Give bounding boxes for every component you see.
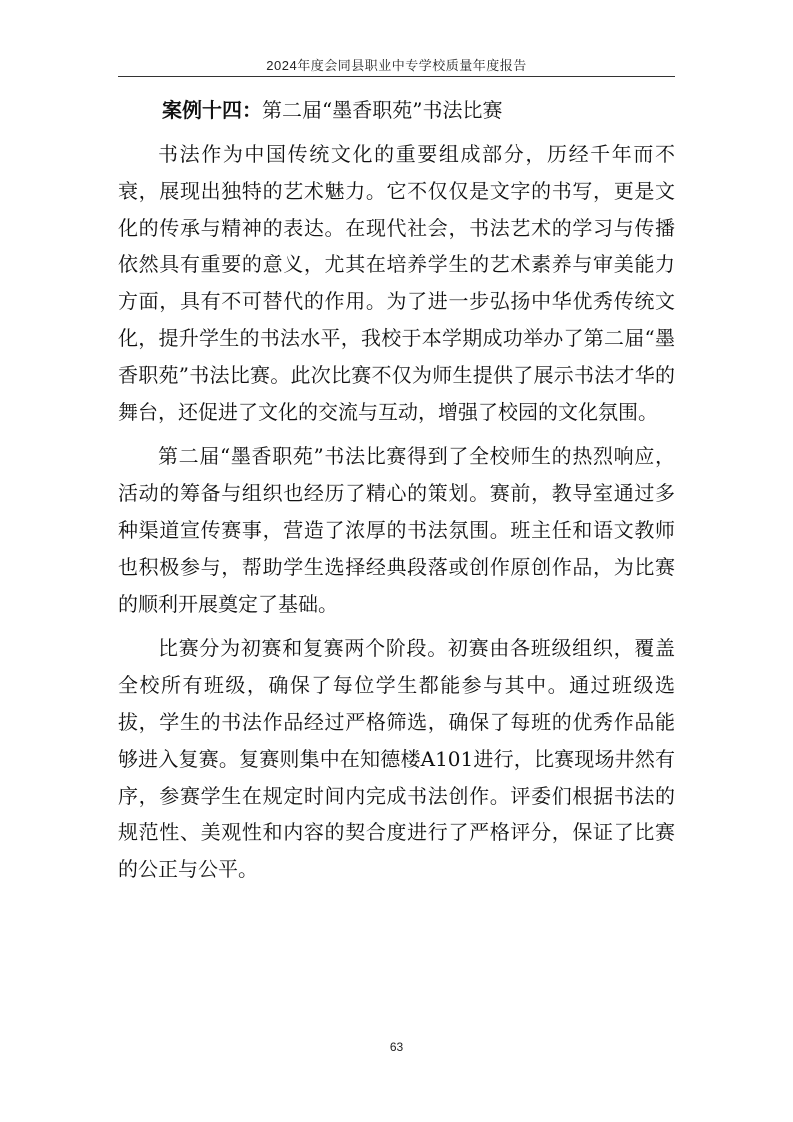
running-header: 2024年度会同县职业中专学校质量年度报告 [266,58,527,73]
header-divider [118,76,675,77]
page-content [118,94,675,896]
paragraph-preparation: 第二届“墨香职苑”书法比赛得到了全校师生的热烈响应，活动的筹备与组织也经历了精心的策划。赛前，教导室通过多种渠道宣传赛事，营造了浓厚的书法氛围。班主任和语文教师也积极参与，帮助学生选择经典段落或创作原创作品，为比赛的顺利开展奠定了基础。 [118,444,675,616]
case-heading [118,94,675,126]
paragraph-intro: 书法作为中国传统文化的重要组成部分，历经千年而不衰，展现出独特的艺术魅力。它不仅仅是文字的书写，更是文化的传承与精神的表达。在现代社会，书法艺术的学习与传播依然具有重要的意义，尤其在培养学生的艺术素养与审美能力方面，具有不可替代的作用。为了进一步弘扬中华优秀传统文化，提升学生的书法水平，我校于本学期成功举办了第二届“墨香职苑”书法比赛。此次比赛不仅为师生提供了展示书法才华的舞台，还促进了文化的交流与互动，增强了校园的文化氛围。 [118,142,675,424]
case-title: 第二届“墨香职苑”书法比赛 [262,98,503,122]
case-label: 案例十四： [162,98,262,122]
paragraph-competition: 比赛分为初赛和复赛两个阶段。初赛由各班级组织，覆盖全校所有班级，确保了每位学生都能参与其中。通过班级选拔，学生的书法作品经过严格筛选，确保了每班的优秀作品能够进入复赛。复赛则集中在知德楼A101进行，比赛现场井然有序，参赛学生在规定时间内完成书法创作。评委们根据书法的规范性、美观性和内容的契合度进行了严格评分，保证了比赛的公正与公平。 [118,636,675,882]
page-number: 63 [389,1040,404,1054]
